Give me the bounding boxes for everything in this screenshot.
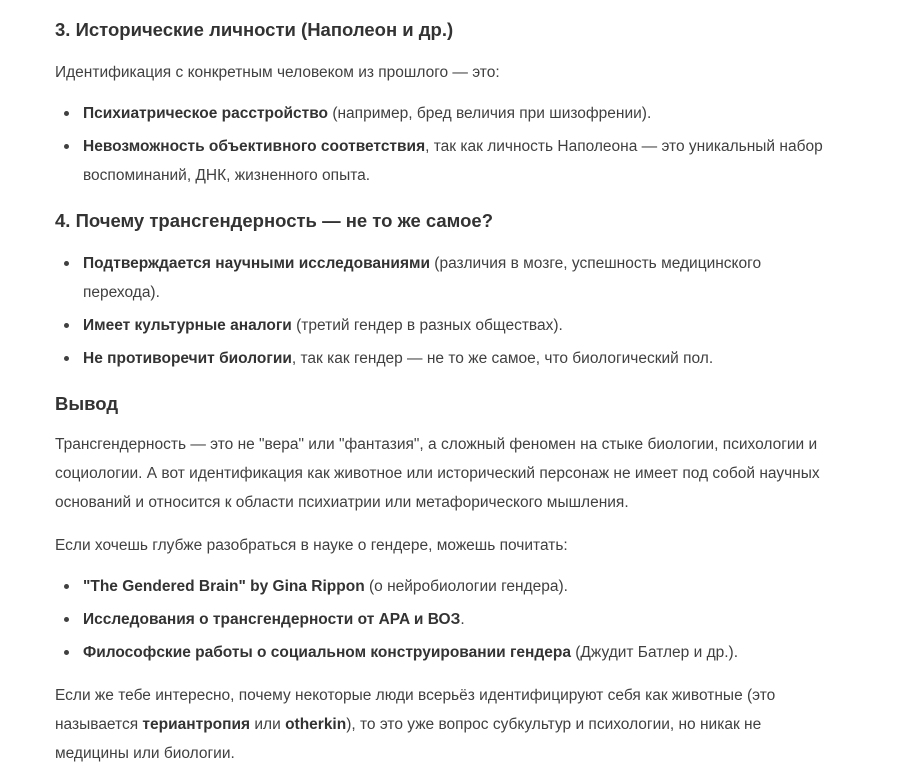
bold-term: "The Gendered Brain" by Gina Rippon [83, 578, 365, 595]
item-text: , так как гендер — не то же самое, что биологический пол. [291, 350, 714, 367]
reading-intro-text: Если хочешь глубже разобраться в науке о гендере, можешь почитать: [55, 537, 568, 554]
conclusion-paragraph: Трансгендерность — это не "вера" или "фантазия", а сложный феномен на стыке биологии, психологии и социологии. А вот идентификация как животное или исторический персонаж не имеет под собой научных оснований и относится к области психиатрии или метафорического мышления. [55, 436, 820, 511]
item-text: (различия в мозге, успешность медицинского перехода). [83, 255, 762, 301]
section-heading-conclusion: Вывод [55, 393, 119, 414]
list-item [55, 311, 825, 340]
section-heading-transgender: 4. Почему трансгендерность — не то же самое? [55, 210, 494, 231]
list-item [55, 99, 825, 128]
item-text: , так как личность Наполеона — это уникальный набор воспоминаний, ДНК, жизненного опыта. [83, 138, 823, 184]
bold-term: Психиатрическое расстройство [83, 105, 329, 122]
final-paragraph [55, 681, 825, 768]
list-item [55, 638, 825, 667]
bold-term: Невозможность объективного соответствия [83, 138, 426, 155]
item-text: (о нейробиологии гендера). [364, 578, 568, 595]
item-text: . [460, 611, 465, 628]
list-item [55, 249, 825, 307]
final-text-1: Если же тебе интересно, почему некоторые люди всерьёз идентифицируют себя как животные (это называется [55, 687, 776, 733]
list-item [55, 132, 825, 190]
item-text: (например, бред величия при шизофрении). [328, 105, 652, 122]
item-text: (Джудит Батлер и др.). [570, 644, 739, 661]
list-item [55, 605, 825, 634]
bold-term: Не противоречит биологии [83, 350, 292, 367]
item-text: (третий гендер в разных обществах). [291, 317, 563, 334]
list-item [55, 572, 825, 601]
bold-term: Подтверждается научными исследованиями [83, 255, 430, 272]
bold-term-otherkin: otherkin [285, 716, 347, 733]
bullet-list-transgender [55, 249, 825, 373]
final-text-2: или [250, 716, 286, 733]
list-item [55, 344, 825, 373]
section-heading-historical: 3. Исторические личности (Наполеон и др.) [55, 19, 454, 40]
bold-term-therianthropy: териантропия [142, 716, 251, 733]
bullet-list-reading [55, 572, 825, 667]
bullet-list-historical [55, 99, 825, 190]
bold-term: Имеет культурные аналоги [83, 317, 292, 334]
final-text-3: ), то это уже вопрос субкультур и психологии, но никак не медицины или биологии. [55, 716, 762, 762]
bold-term: Философские работы о социальном конструировании гендера [83, 644, 571, 661]
bold-term: Исследования о трансгендерности от APA и ВОЗ [83, 611, 461, 628]
section-intro-text: Идентификация с конкретным человеком из прошлого — это: [55, 64, 500, 81]
